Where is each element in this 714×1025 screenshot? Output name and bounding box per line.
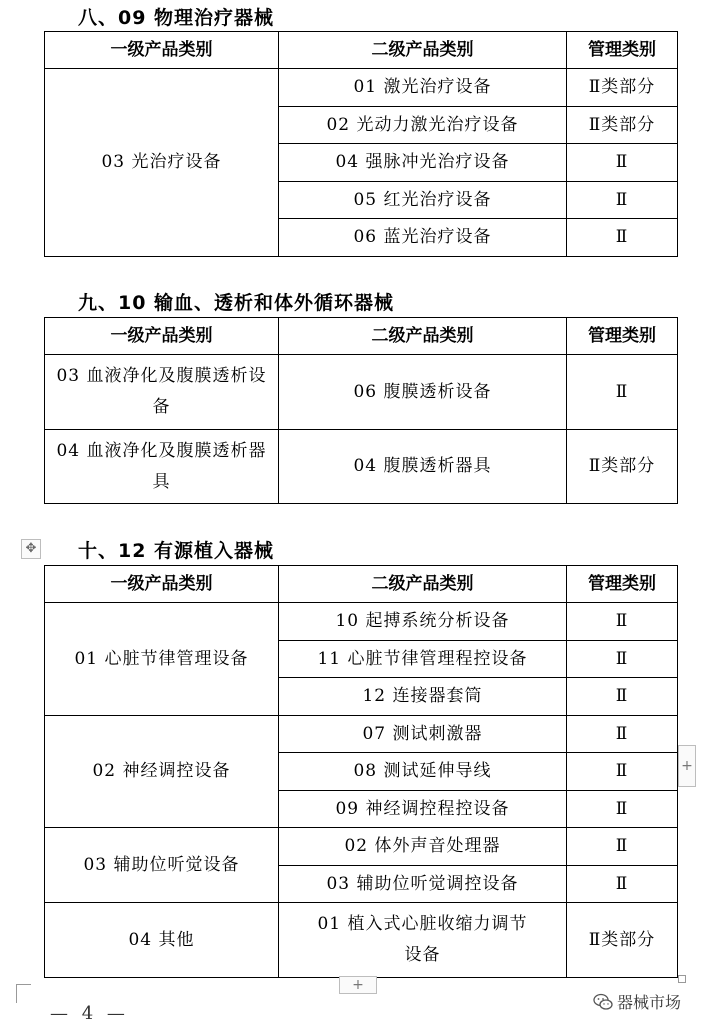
class-cell: Ⅱ: [567, 866, 678, 903]
table-header-row: [45, 318, 678, 355]
header-level2: 二级产品类别: [279, 32, 567, 69]
section-heading-physical-therapy: 八、09 物理治疗器械: [78, 7, 275, 29]
page-number: — 4 —: [50, 1003, 129, 1024]
class-cell: Ⅱ: [567, 641, 678, 678]
plus-icon: +: [681, 758, 693, 774]
class-cell: Ⅱ: [567, 753, 678, 791]
item-cell: 01 激光治疗设备: [279, 69, 567, 107]
item-cell: 02 光动力激光治疗设备: [279, 107, 567, 144]
section-heading-dialysis: 九、10 输血、透析和体外循环器械: [78, 292, 395, 314]
item-cell: 09 神经调控程控设备: [279, 791, 567, 828]
move-icon[interactable]: ✥: [21, 539, 41, 559]
add-row-button[interactable]: [339, 976, 377, 994]
class-cell: Ⅱ: [567, 716, 678, 753]
group-cell: 03 血液净化及腹膜透析设备: [45, 355, 279, 430]
header-level1: 一级产品类别: [45, 318, 279, 355]
group-cell: 03 光治疗设备: [45, 69, 279, 257]
dialysis-table: [44, 317, 678, 504]
item-cell: 02 体外声音处理器: [279, 828, 567, 866]
plus-icon: +: [352, 977, 364, 993]
physical-therapy-table: [44, 31, 678, 257]
item-cell: 11 心脏节律管理程控设备: [279, 641, 567, 678]
add-column-button[interactable]: [678, 745, 696, 787]
group-cell: 02 神经调控设备: [45, 716, 279, 828]
group-cell: 04 血液净化及腹膜透析器具: [45, 430, 279, 504]
class-cell: Ⅱ类部分: [567, 107, 678, 144]
item-cell: 03 辅助位听觉调控设备: [279, 866, 567, 903]
item-cell: 10 起搏系统分析设备: [279, 603, 567, 641]
header-class: 管理类别: [567, 566, 678, 603]
header-level2: 二级产品类别: [279, 318, 567, 355]
table-header-row: [45, 32, 678, 69]
table-row: [45, 828, 678, 866]
class-cell: Ⅱ: [567, 355, 678, 430]
header-level2: 二级产品类别: [279, 566, 567, 603]
wechat-icon: [593, 993, 613, 1011]
watermark-text: 器械市场: [617, 993, 682, 1012]
header-level1: 一级产品类别: [45, 566, 279, 603]
group-cell: 04 其他: [45, 903, 279, 978]
class-cell: Ⅱ: [567, 828, 678, 866]
class-cell: Ⅱ类部分: [567, 430, 678, 504]
item-cell: 12 连接器套筒: [279, 678, 567, 716]
page-corner-mark: [16, 984, 31, 1003]
item-cell: 06 腹膜透析设备: [279, 355, 567, 430]
header-class: 管理类别: [567, 32, 678, 69]
table-row: [45, 355, 678, 430]
table-row: [45, 69, 678, 107]
section-heading-active-implant: 十、12 有源植入器械: [78, 540, 275, 562]
class-cell: Ⅱ类部分: [567, 69, 678, 107]
class-cell: Ⅱ: [567, 219, 678, 257]
table-row: [45, 430, 678, 504]
class-cell: Ⅱ: [567, 603, 678, 641]
item-cell: 04 强脉冲光治疗设备: [279, 144, 567, 182]
item-cell: 06 蓝光治疗设备: [279, 219, 567, 257]
table-header-row: [45, 566, 678, 603]
header-level1: 一级产品类别: [45, 32, 279, 69]
table-resize-handle[interactable]: [678, 975, 686, 983]
group-cell: 03 辅助位听觉设备: [45, 828, 279, 903]
item-cell: 01 植入式心脏收缩力调节设备: [279, 903, 567, 978]
table-row: [45, 603, 678, 641]
class-cell: Ⅱ: [567, 144, 678, 182]
header-class: 管理类别: [567, 318, 678, 355]
watermark: [593, 990, 681, 1013]
class-cell: Ⅱ: [567, 182, 678, 219]
class-cell: Ⅱ类部分: [567, 903, 678, 978]
class-cell: Ⅱ: [567, 678, 678, 716]
table-row: [45, 903, 678, 978]
item-cell: 08 测试延伸导线: [279, 753, 567, 791]
class-cell: Ⅱ: [567, 791, 678, 828]
active-implant-table: [44, 565, 678, 978]
item-cell: 05 红光治疗设备: [279, 182, 567, 219]
item-cell: 04 腹膜透析器具: [279, 430, 567, 504]
table-row: [45, 716, 678, 753]
item-cell: 07 测试刺激器: [279, 716, 567, 753]
group-cell: 01 心脏节律管理设备: [45, 603, 279, 716]
